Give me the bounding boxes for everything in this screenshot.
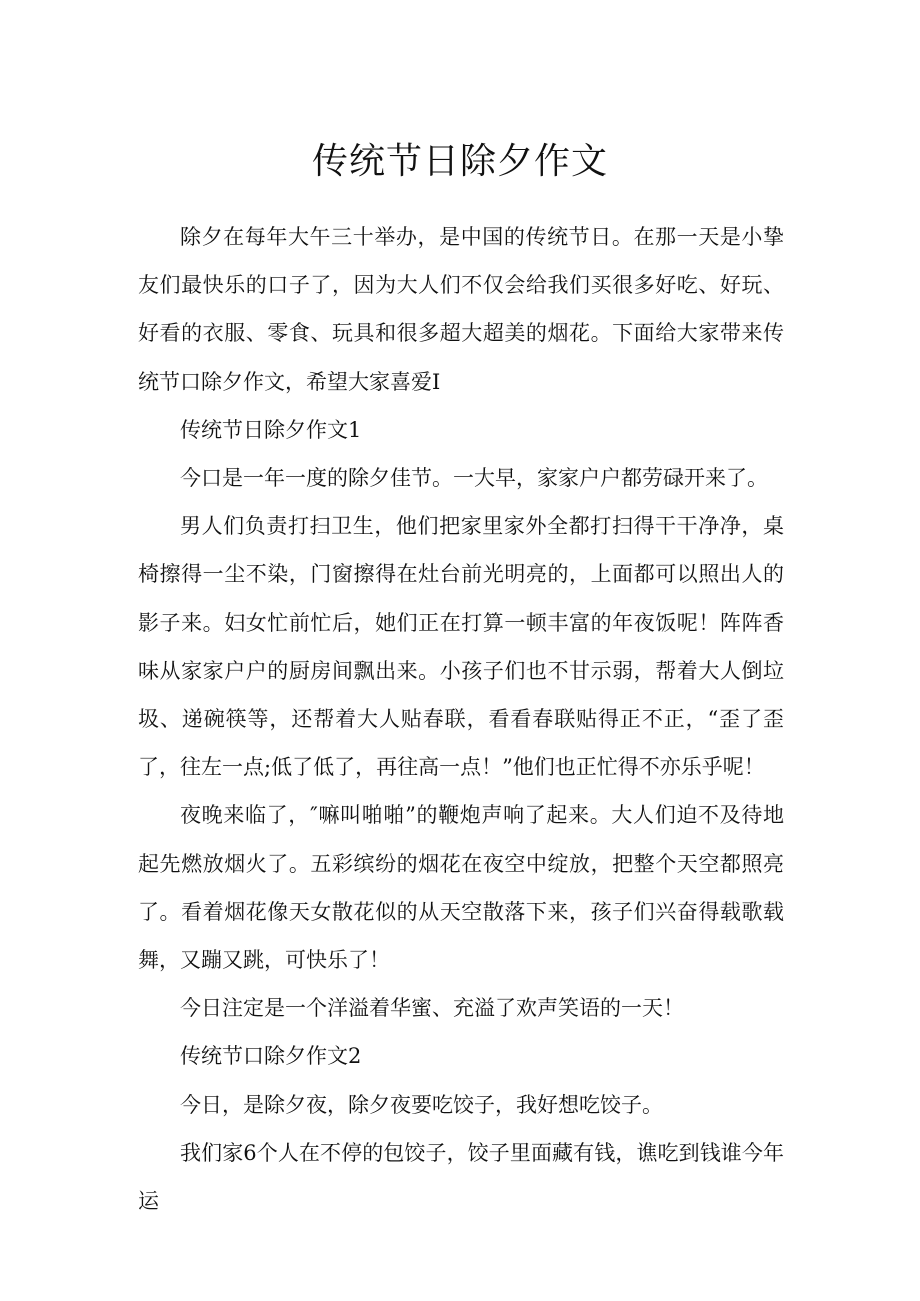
paragraph: 今口是一年一度的除夕佳节。一大早，家家户户都劳碌开来了。 — [180, 466, 768, 491]
paragraph: 今日注定是一个洋溢着华蜜、充溢了欢声笑语的一天！ — [180, 996, 684, 1021]
paragraph: 男人们负责打扫卫生，他们把家里家外全都打扫得干干净净，桌椅擦得一尘不染，门窗擦得在灶台前光明亮的，上面都可以照出人的影子来。妇女忙前忙后，她们正在打算一顿丰富的年夜饭呢！阵阵香味从家家户户的厨房间飘出来。小孩子们也不甘示弱，帮着大人倒垃圾、递碗筷等，还帮着大人贴春联，看看春联贴得正不正，“歪了歪了，往左一点;低了低了，再往高一点！”他们也正忙得不亦乐乎呢！ — [138, 514, 784, 780]
essay-2-heading: 传统节口除夕作文2 — [180, 1044, 362, 1069]
document-title: 传统节日除夕作文 — [311, 141, 608, 182]
paragraph: 我们家6个人在不停的包饺子，饺子里面藏有钱，谯吃到钱谁今年运 — [138, 1140, 784, 1214]
document-body — [138, 213, 784, 1225]
paragraph: 今日，是除夕夜，除夕夜要吃饺子，我好想吃饺子。 — [180, 1092, 663, 1117]
paragraph: 夜晚来临了，″嘛叫啪啪”的鞭炮声响了起来。大人们迫不及待地起先燃放烟火了。五彩缤纷的烟花在夜空中绽放，把整个天空都照亮了。看着烟花像天女散花似的从天空散落下来，孩子们兴奋得载歌载舞，又蹦又跳，可快乐了！ — [138, 803, 784, 973]
intro-paragraph: 除夕在每年大午三十举办，是中国的传统节日。在那一天是小挚友们最快乐的口子了，因为大人们不仅会给我们买很多好吃、好玩、好看的衣服、零食、玩具和很多超大超美的烟花。下面给大家带来传统节口除夕作文，希望大家喜爱I — [138, 225, 784, 394]
essay-1-heading: 传统节日除夕作文1 — [180, 417, 362, 442]
